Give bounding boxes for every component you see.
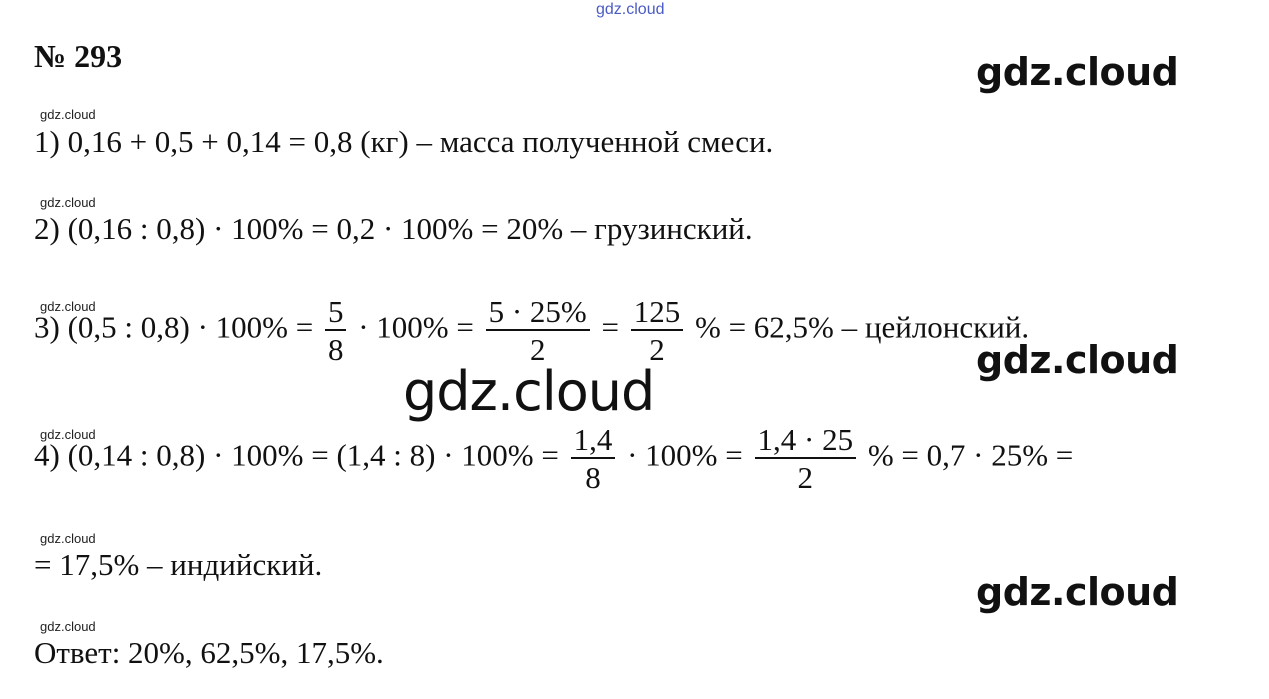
fraction-numerator: 5 · 25% <box>486 296 590 331</box>
fraction-numerator: 1,4 · 25 <box>755 424 857 459</box>
fraction-denominator: 2 <box>529 332 546 367</box>
step-3-text-b: · 100% = <box>358 309 474 345</box>
step-1: 1) 0,16 + 0,5 + 0,14 = 0,8 (кг) – масса полученной смеси. <box>34 124 774 159</box>
watermark-small: gdz.cloud <box>40 195 96 210</box>
watermark-small: gdz.cloud <box>40 427 96 442</box>
watermark-large: gdz.cloud <box>976 50 1179 94</box>
step-4 <box>34 424 1073 493</box>
watermark-small: gdz.cloud <box>40 299 96 314</box>
step-5: = 17,5% – индийский. <box>34 547 323 582</box>
fraction-denominator: 8 <box>327 332 344 367</box>
step-4-text-a: 4) (0,14 : 0,8) · 100% = (1,4 : 8) · 100% = <box>34 437 559 473</box>
watermark-small: gdz.cloud <box>40 107 96 122</box>
watermark-large: gdz.cloud <box>976 338 1179 382</box>
step-3-text-c: = <box>601 309 619 345</box>
task-title: № 293 <box>34 38 123 74</box>
fraction-denominator: 2 <box>797 460 814 495</box>
step-4-text-c: % = 0,7 · 25% = <box>867 437 1074 473</box>
fraction <box>755 424 857 493</box>
watermark-small: gdz.cloud <box>40 619 96 634</box>
fraction <box>325 296 347 365</box>
step-3 <box>34 296 1029 365</box>
step-4-text-b: · 100% = <box>627 437 743 473</box>
watermark-top[interactable]: gdz.cloud <box>596 1 665 18</box>
step-3-text-a: 3) (0,5 : 0,8) · 100% = <box>34 309 314 345</box>
fraction-denominator: 2 <box>649 332 665 367</box>
watermark-large: gdz.cloud <box>976 570 1179 614</box>
watermark-center: gdz.cloud <box>403 360 655 423</box>
fraction-numerator: 1,4 <box>571 424 616 459</box>
watermark-small: gdz.cloud <box>40 531 96 546</box>
fraction-numerator: 125 <box>631 296 684 331</box>
fraction <box>571 424 616 493</box>
step-3-text-d: % = 62,5% – цейлонский. <box>695 309 1030 345</box>
fraction <box>486 296 590 365</box>
fraction-denominator: 8 <box>585 460 601 495</box>
answer: Ответ: 20%, 62,5%, 17,5%. <box>34 635 384 670</box>
step-2: 2) (0,16 : 0,8) · 100% = 0,2 · 100% = 20% – грузинский. <box>34 211 753 246</box>
fraction <box>631 296 684 365</box>
fraction-numerator: 5 <box>325 296 347 331</box>
